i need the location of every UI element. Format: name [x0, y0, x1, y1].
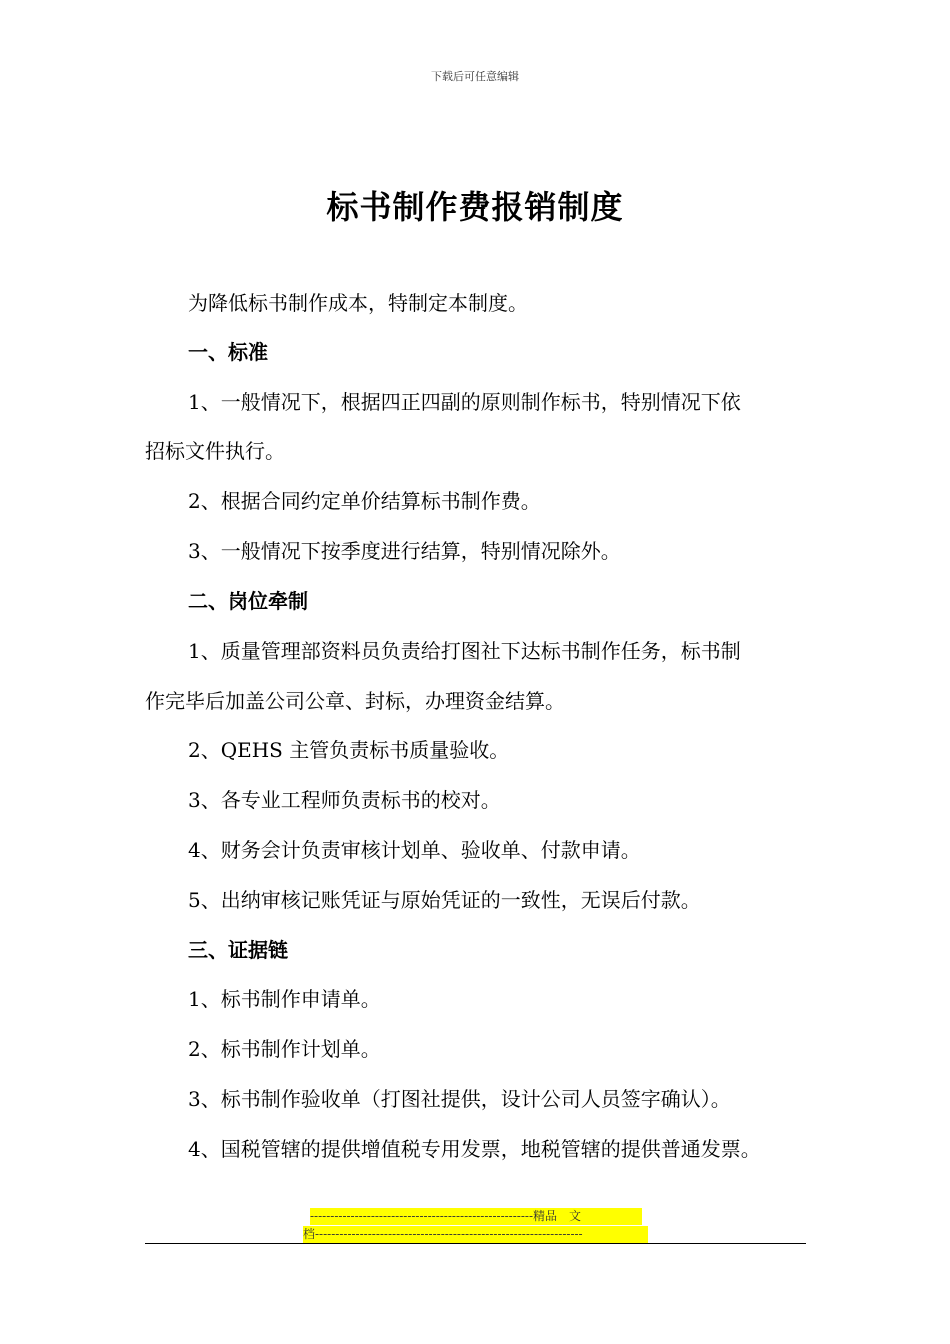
job-control-item-1-line-2: 作完毕后加盖公司公章、封标，办理资金结算。	[145, 689, 565, 713]
section-heading-evidence-chain: 三、证据链	[188, 938, 288, 962]
evidence-item-2: 2、标书制作计划单。	[188, 1037, 381, 1061]
job-control-item-4: 4、财务会计负责审核计划单、验收单、付款申请。	[188, 838, 641, 862]
job-control-item-3: 3、各专业工程师负责标书的校对。	[188, 788, 501, 812]
footer-divider	[145, 1243, 806, 1244]
document-title: 标书制作费报销制度	[326, 188, 624, 226]
job-control-item-1-line-1: 1、质量管理部资料员负责给打图社下达标书制作任务，标书制	[188, 639, 741, 663]
intro-paragraph: 为降低标书制作成本，特制定本制度。	[188, 291, 528, 315]
evidence-item-3: 3、标书制作验收单（打图社提供，设计公司人员签字确认）。	[188, 1087, 731, 1111]
header-note: 下载后可任意编辑	[431, 70, 519, 83]
job-control-item-2: 2、QEHS 主管负责标书质量验收。	[188, 738, 510, 762]
job-control-item-5: 5、出纳审核记账凭证与原始凭证的一致性，无误后付款。	[188, 888, 701, 912]
footer-watermark-line-2: 档------------------------------------------------------------------	[303, 1226, 648, 1243]
standard-item-1-line-2: 招标文件执行。	[145, 439, 285, 463]
footer-watermark-line-1: -------------------------------------------------------精品 文	[310, 1208, 642, 1225]
evidence-item-1: 1、标书制作申请单。	[188, 987, 381, 1011]
section-heading-standard: 一、标准	[188, 340, 268, 364]
standard-item-3: 3、一般情况下按季度进行结算，特别情况除外。	[188, 539, 621, 563]
evidence-item-4: 4、国税管辖的提供增值税专用发票，地税管辖的提供普通发票。	[188, 1137, 761, 1161]
standard-item-2: 2、根据合同约定单价结算标书制作费。	[188, 489, 541, 513]
section-heading-job-control: 二、岗位牵制	[188, 589, 308, 613]
standard-item-1-line-1: 1、一般情况下，根据四正四副的原则制作标书，特别情况下依	[188, 390, 741, 414]
